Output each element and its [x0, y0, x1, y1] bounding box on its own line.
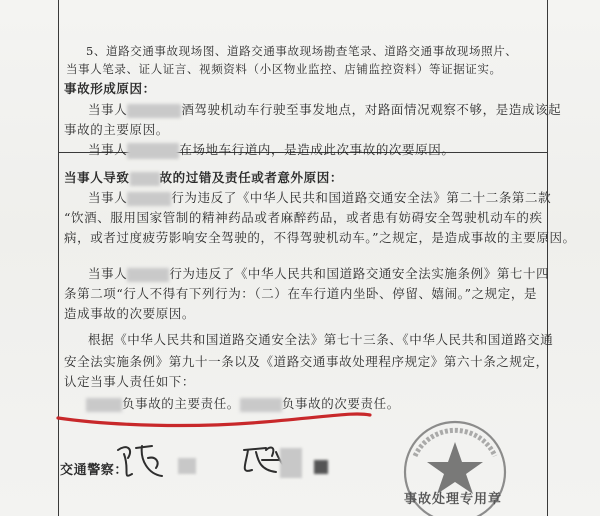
fault-title	[64, 168, 343, 186]
fault-p1-rest: 行为违反了《中华人民共和国道路交通安全法》第二十二条第二款	[171, 190, 552, 205]
cause-p2-start: 当事人	[88, 142, 128, 157]
fault-paragraph-2-line-2: 条第二项“行人不得有下列行为：（二）在车行道内坐卧、停留、嬉闹。”之规定，是	[64, 286, 538, 301]
responsibility-secondary: 负事故的次要责任。	[281, 396, 400, 411]
fault-p1-start: 当事人	[88, 190, 128, 205]
redacted-text	[130, 172, 160, 186]
redacted-mark	[314, 460, 328, 474]
redacted-name	[127, 104, 181, 118]
basis-line-2: 安全法实施条例》第九十一条以及《道路交通事故处理程序规定》第六十条之规定，	[64, 354, 549, 369]
fault-paragraph-1-line-2: “饮酒、服用国家管制的精神药品或者麻醉药品，或者患有妨碍安全驾驶机动车的疾	[64, 210, 543, 225]
evidence-line-2: 当事人笔录、证人证言、视频资料（小区物业监控、店铺监控资料）等证据证实。	[66, 62, 502, 76]
seal-text: 事故处理专用章	[404, 492, 503, 507]
redacted-name	[127, 192, 171, 206]
traffic-police-label: 交通警察：	[60, 463, 129, 478]
redacted-signature	[178, 458, 196, 474]
cause-paragraph-1	[88, 100, 561, 118]
fault-paragraph-1-line-3: 病，或者过度疲劳影响安全驾驶的，不得驾驶机动车。”之规定，是造成事故的主要原因。	[64, 230, 576, 245]
redacted-name	[127, 268, 169, 282]
redacted-signature	[280, 448, 302, 478]
fault-paragraph-2-line-3: 造成事故的次要原因。	[64, 306, 196, 321]
fault-p2-rest: 行为违反了《中华人民共和国道路交通安全法实施条例》第七十四	[169, 266, 550, 281]
left-border	[58, 0, 59, 516]
fault-paragraph-1	[88, 188, 551, 206]
fault-title-b: 故的过错及责任或者意外原因：	[159, 170, 343, 185]
cause-paragraph-1-line-2: 事故的主要原因。	[64, 122, 169, 137]
cause-title: 事故形成原因：	[64, 81, 156, 96]
signature-1-image	[112, 440, 172, 486]
cause-p2-rest: 在场地车行道内，是造成此次事故的次要原因。	[179, 142, 455, 157]
cause-paragraph-2	[88, 140, 454, 159]
evidence-line-1: 5、道路交通事故现场图、道路交通事故现场勘查笔录、道路交通事故现场照片、	[86, 44, 518, 58]
fault-paragraph-2	[88, 264, 549, 282]
fault-title-a: 当事人导致	[64, 170, 130, 185]
basis-line-1: 根据《中华人民共和国道路交通安全法》第七十三条、《中华人民共和国道路交通	[88, 332, 554, 347]
redacted-name	[127, 143, 179, 159]
cause-p1-rest: 酒驾驶机动车行驶至事发地点，对路面情况观察不够，是造成该起	[181, 102, 562, 117]
cause-p1-start: 当事人	[88, 102, 128, 117]
red-underline-mark	[54, 400, 374, 430]
responsibility-main: 负事故的主要责任。	[122, 396, 240, 411]
fault-p2-start: 当事人	[88, 266, 128, 281]
right-border	[547, 0, 548, 516]
basis-line-3: 认定当事人责任如下：	[64, 374, 196, 389]
